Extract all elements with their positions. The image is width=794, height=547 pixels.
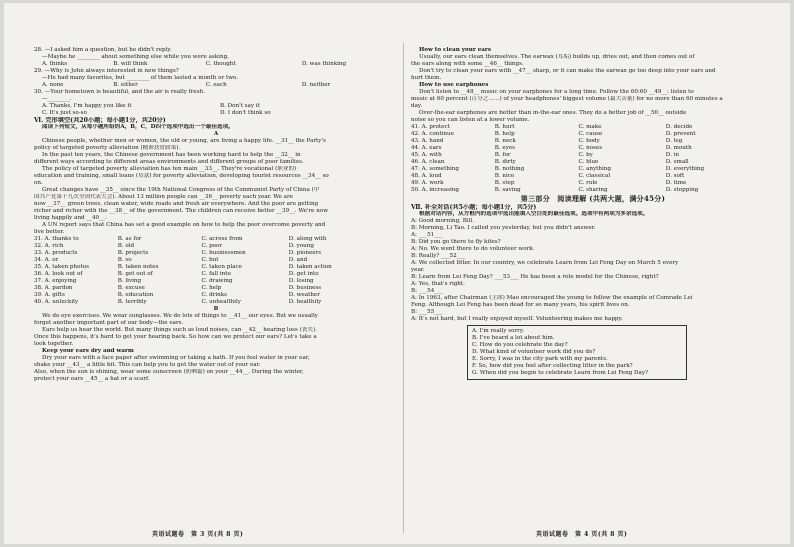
dialogue-line: A: It's not hard, but I really enjoyed myself. Volunteering makes me happy. xyxy=(411,316,623,322)
passage-line: education and training, small loans (贷款) for poverty alleviation, developing tourist resources __34__ so xyxy=(34,173,329,179)
dialogue-line: A: In 1963, after Chairman (主席) Mao encouraged the young to follow the example of Comrade Lei xyxy=(411,295,693,301)
option: B. will think xyxy=(113,61,148,67)
passage-line: Chinese people, whether men or women, the old or young, are living a happy life. __31__ the Party's xyxy=(42,138,326,144)
option: C. each xyxy=(205,82,227,88)
passage-line: live better. xyxy=(34,229,65,235)
option: 31. A. thanks to xyxy=(34,236,79,242)
option: C. but xyxy=(201,257,219,263)
option: C. unhealthily xyxy=(201,299,241,305)
option: D. weather xyxy=(288,292,320,298)
option: C. blue xyxy=(578,159,599,165)
dialogue-line: B: Learn from Lei Feng Day? ___53___ He has been a role model for the Chinese, right? xyxy=(411,274,659,280)
option: B. dirty xyxy=(494,159,516,165)
option: D. was thinking xyxy=(301,61,347,67)
passage-line: Dry your ears with a face paper after swimming or taking a bath. If you feel water in your ear, xyxy=(42,355,310,361)
option: 32. A. rich xyxy=(34,243,64,249)
passage-line: music at 60 percent (百分之……) of your headphones' biggest volume (最大音量) for no more than 60 minutes a xyxy=(411,96,723,102)
option: C. fall into xyxy=(201,271,231,277)
dialogue-line: A: ___51___ xyxy=(411,232,443,238)
option: D. soft xyxy=(665,173,685,179)
option: B. eyes xyxy=(494,145,516,151)
question-29-options xyxy=(34,82,398,89)
passage-line: shake your __43__ a little bit. This can help you to get the water out of your ear. xyxy=(34,362,261,368)
option: 33. A. products xyxy=(34,250,78,256)
option: 38. A. pardon xyxy=(34,285,73,291)
option: D. small xyxy=(665,159,689,165)
option: B. so xyxy=(117,257,132,263)
option: C. body xyxy=(578,138,600,144)
cloze-options-b xyxy=(411,124,775,194)
option: B. excuse xyxy=(117,285,145,291)
option: D. and xyxy=(288,257,308,263)
dialogue-line: B: ___55___ xyxy=(411,309,443,315)
option: D. decide xyxy=(665,124,693,130)
option: B. hurt xyxy=(494,124,515,130)
option-row xyxy=(411,152,775,159)
option: 36. A. look out of xyxy=(34,271,83,277)
option: D. neither xyxy=(301,82,331,88)
subheading: How to clean your ears xyxy=(419,47,491,53)
option: 40. A. unluckily xyxy=(34,299,79,305)
choice-item: E. Sorry, I was in the city park with my parents. xyxy=(472,356,608,362)
section-instruction: 根据对话内容，从方框内的选项中选出能填入空白处的最佳选项。选项中有两项为多余选项。 xyxy=(419,211,649,217)
option: 47. A. something xyxy=(411,166,459,172)
option: D. taken action xyxy=(288,264,332,270)
option: B. step xyxy=(494,180,515,186)
option: B. for xyxy=(494,152,511,158)
passage-line: Ears help us hear the world. But many things such as loud noises, can __42__ hearing loss (丧失). xyxy=(42,327,317,333)
option: C. drinks xyxy=(201,292,227,298)
passage-line: now __37__ green trees, clean water, wide roads and fresh air everywhere. And the poor are getting xyxy=(34,201,319,207)
option: C. make xyxy=(578,124,602,130)
option-row xyxy=(34,250,398,257)
dialogue-line: Feng. Although Lei Feng has been dead for so many years, his spirit lives on. xyxy=(411,302,630,308)
option-row xyxy=(34,243,398,250)
option: B. taken notes xyxy=(117,264,159,270)
dialogue-line: A: Good morning, Bill. xyxy=(411,218,474,224)
option: B. terribly xyxy=(117,299,147,305)
option: C. sharing xyxy=(578,187,608,193)
passage-line: The policy of targeted poverty alleviation has ten main __33__. They're vocational (职业的) xyxy=(42,166,297,172)
option: C. by xyxy=(578,152,593,158)
question-29: 29. —Why is John always interested in new things? xyxy=(34,68,179,74)
option: C. help xyxy=(201,285,222,291)
passage-line: the ears along with some __46__ things. xyxy=(411,61,524,67)
question-28: 28. —I asked him a question, but he didn't reply. xyxy=(34,47,172,53)
single-choice-section xyxy=(34,47,398,117)
option: 48. A. loud xyxy=(411,173,442,179)
option: D. business xyxy=(288,285,322,291)
choice-item: B. I've heard a lot about him. xyxy=(472,335,555,341)
option: B. either xyxy=(113,82,138,88)
option-row xyxy=(34,278,398,285)
passage-line: living happily and __40__. xyxy=(34,215,107,221)
dialogue-line: B: Really? ___52___ xyxy=(411,253,466,259)
option: C. cause xyxy=(578,131,603,137)
option: D. leg xyxy=(665,138,683,144)
passage-line: Great changes have __35__ since the 19th National Congress of the Communist Party of China (中 xyxy=(42,187,320,193)
option-row xyxy=(34,292,398,299)
option: D. I don't think so xyxy=(220,110,271,116)
question-28-options xyxy=(34,61,398,68)
option: C. classical xyxy=(578,173,611,179)
option: 39. A. gifts xyxy=(34,292,65,298)
passage-line: A UN report says that China has set a good example on how to help the poor overcome poverty and xyxy=(42,222,326,228)
option-row xyxy=(411,145,775,152)
choice-item: F. So, how did you feel after collecting litter in the park? xyxy=(472,363,633,369)
option: C. thought xyxy=(205,61,236,67)
option-row xyxy=(411,159,775,166)
passage-line: protect your ears __45__ a hat or a scarf. xyxy=(34,376,150,382)
option: D. everything xyxy=(665,166,705,172)
passage-line: 国共产党第十九次全国代表大会). About 13 million people can __36__ poverty each year. We are xyxy=(34,194,293,200)
passage-line: different ways according to different areas environments and different groups of poor families. xyxy=(34,159,304,165)
option-row xyxy=(411,131,775,138)
option: B. nothing xyxy=(494,166,525,172)
passage-line: Over-the-ear earphones are better than in-the-ear ones. They do a better job of __50__ outside xyxy=(419,110,687,116)
option: C. across from xyxy=(201,236,243,242)
option: C. taken place xyxy=(201,264,242,270)
passage-line: Usually, our ears clean themselves. The earwax (耳垢) builds up, dries out, and then comes out of xyxy=(419,54,695,60)
passage-b-label: B xyxy=(213,306,219,312)
passage-line: forget another important part of our body—the ears. xyxy=(34,320,184,326)
option: B. education xyxy=(117,292,154,298)
option: D. young xyxy=(288,243,314,249)
option-row xyxy=(34,299,398,306)
option: D. along with xyxy=(288,236,327,242)
question-30-options-ab xyxy=(34,103,398,110)
passage-a-label: A xyxy=(213,131,219,137)
question-29-line2: —He had many favorites, but ________ of them lasted a month or two. xyxy=(42,75,239,81)
passage-line: Once this happens, it's hard to get your hearing back. So how can we protect our ears? Let's take a xyxy=(34,334,317,340)
option: 44. A. ears xyxy=(411,145,442,151)
page-footer-right: 英语试题卷 第 4 页(共 8 页) xyxy=(536,531,628,538)
cloze-section xyxy=(34,117,398,383)
option: B. living xyxy=(117,278,142,284)
passage-line: Don't try to clean your ears with __47__ sharp, or it can make the earwax go too deep into your ears and xyxy=(419,68,716,74)
answer-choices-box xyxy=(467,325,687,380)
option-row xyxy=(34,271,398,278)
option: D. mouth xyxy=(665,145,692,151)
option: A. Thanks, I'm happy you like it xyxy=(42,103,132,109)
choice-item: A. I'm really sorry. xyxy=(472,328,525,334)
dialogue-line: B: Morning, Li Tao. I called you yesterday, but you didn't answer. xyxy=(411,225,596,231)
passage-line: look together. xyxy=(34,341,74,347)
page-footer-left: 英语试题卷 第 3 页(共 8 页) xyxy=(152,531,244,538)
option: D. pioneers xyxy=(288,250,322,256)
passage-line: noise so you can listen at a lower volume. xyxy=(411,117,530,123)
option: 41. A. protect xyxy=(411,124,450,130)
option: B. saving xyxy=(494,187,521,193)
option-row xyxy=(34,257,398,264)
option: D. time xyxy=(665,180,687,186)
passage-line: In the past ten years, the Chinese government has been working hard to help the __32__ in xyxy=(42,152,301,158)
dialogue xyxy=(411,218,775,323)
option: 43. A. hand xyxy=(411,138,444,144)
option: A. none xyxy=(42,82,64,88)
choice-item: C. How do you celebrate the day? xyxy=(472,342,568,348)
section-heading: Ⅶ. 补全对话(共5小题；每小题1分，共5分) xyxy=(411,204,537,211)
option-row xyxy=(411,187,775,194)
option-row xyxy=(411,166,775,173)
question-30-line2: —________. xyxy=(42,96,72,102)
dialogue-line: B: Did you go there to fly kites? xyxy=(411,239,501,245)
subheading: Keep your ears dry and warm xyxy=(42,348,134,354)
option: C. rule xyxy=(578,180,598,186)
option: B. neck xyxy=(494,138,516,144)
question-30: 30. —Your hometown is beautiful, and the air is really fresh. xyxy=(34,89,205,95)
option: 46. A. clean xyxy=(411,159,445,165)
passage-line: hurt them. xyxy=(411,75,442,81)
choice-item: D. What kind of volunteer work did you do? xyxy=(472,349,596,355)
option: 35. A. taken photos xyxy=(34,264,89,270)
cloze-options-a xyxy=(34,236,398,306)
left-column xyxy=(34,47,398,383)
option-row xyxy=(411,138,775,145)
option: 34. A. or xyxy=(34,257,59,263)
option-row xyxy=(34,236,398,243)
option-row xyxy=(411,124,775,131)
option: B. projects xyxy=(117,250,149,256)
option-row xyxy=(411,180,775,187)
exam-page xyxy=(4,3,790,544)
column-divider xyxy=(403,43,404,533)
option: D. losing xyxy=(288,278,314,284)
option-row xyxy=(34,285,398,292)
option: D. stopping xyxy=(665,187,699,193)
option: B. get out of xyxy=(117,271,153,277)
dialogue-line: year. xyxy=(411,267,425,273)
option: C. noses xyxy=(578,145,603,151)
option: A. thinks xyxy=(42,61,68,67)
passage-line: policy of targeted poverty alleviation (精准扶贫政策). xyxy=(34,145,181,151)
question-28-line2: —Maybe he ________ about something else while you were asking. xyxy=(42,54,229,60)
option: C. anything xyxy=(578,166,611,172)
option: 37. A. enjoying xyxy=(34,278,77,284)
passage-line: We do eye exercises. We wear sunglasses. We do lots of things to __41__ our eyes. But we usually xyxy=(42,313,318,319)
passage-line: richer and richer with the __38__ of the government. The children can receive better __39__. We're now xyxy=(34,208,328,214)
option: D. get into xyxy=(288,271,319,277)
option: 50. A. increasing xyxy=(411,187,459,193)
option: C. businessmen xyxy=(201,250,246,256)
option: 42. A. continue xyxy=(411,131,454,137)
dialogue-line: B: ___54___ xyxy=(411,288,443,294)
option: B. Don't say it xyxy=(220,103,260,109)
option-row xyxy=(34,264,398,271)
option: C. It's just so-so xyxy=(42,110,87,116)
option: B. help xyxy=(494,131,515,137)
passage-line: day. xyxy=(411,103,423,109)
passage-line: on. xyxy=(34,180,43,186)
option: C. drawing xyxy=(201,278,233,284)
option: 49. A. work xyxy=(411,180,444,186)
option: D. prevent xyxy=(665,131,696,137)
question-30-options-cd xyxy=(34,110,398,117)
passage-line: Don't listen to __48__ music on your earphones for a long time. Follow the 60:60 __49__: listen to xyxy=(419,89,694,95)
choice-item: G. When did you begin to celebrate Learn from Lei Feng Day? xyxy=(472,370,649,376)
option: B. old xyxy=(117,243,135,249)
passage-line: Also, when the sun is shining, wear some sunscreen (防晒霜) on your __44__. During the winter, xyxy=(34,369,304,375)
option: B. as for xyxy=(117,236,142,242)
dialogue-line: A: We collected litter. In our country, we celebrate Learn from Lei Feng Day on March 5 every xyxy=(411,260,679,266)
dialogue-line: A: No. We went there to do volunteer work. xyxy=(411,246,535,252)
right-column xyxy=(411,47,775,382)
part-three-heading: 第三部分 阅读理解 (共两大题，满分45分) xyxy=(520,194,666,203)
option: 45. A. with xyxy=(411,152,442,158)
option: D. in xyxy=(665,152,680,158)
option: D. healthily xyxy=(288,299,322,305)
option: C. poor xyxy=(201,243,223,249)
dialogue-line: A: Yes, that's right. xyxy=(411,281,465,287)
option: B. nice xyxy=(494,173,515,179)
section-heading: Ⅵ. 完形填空(共20小题；每小题1分，共20分) xyxy=(34,117,166,124)
section-instruction: 阅读下列短文，从每小题所给的A，B，C，D四个选项中选出一个最佳选项。 xyxy=(42,124,234,130)
subheading: How to use earphones xyxy=(419,82,489,88)
option-row xyxy=(411,173,775,180)
